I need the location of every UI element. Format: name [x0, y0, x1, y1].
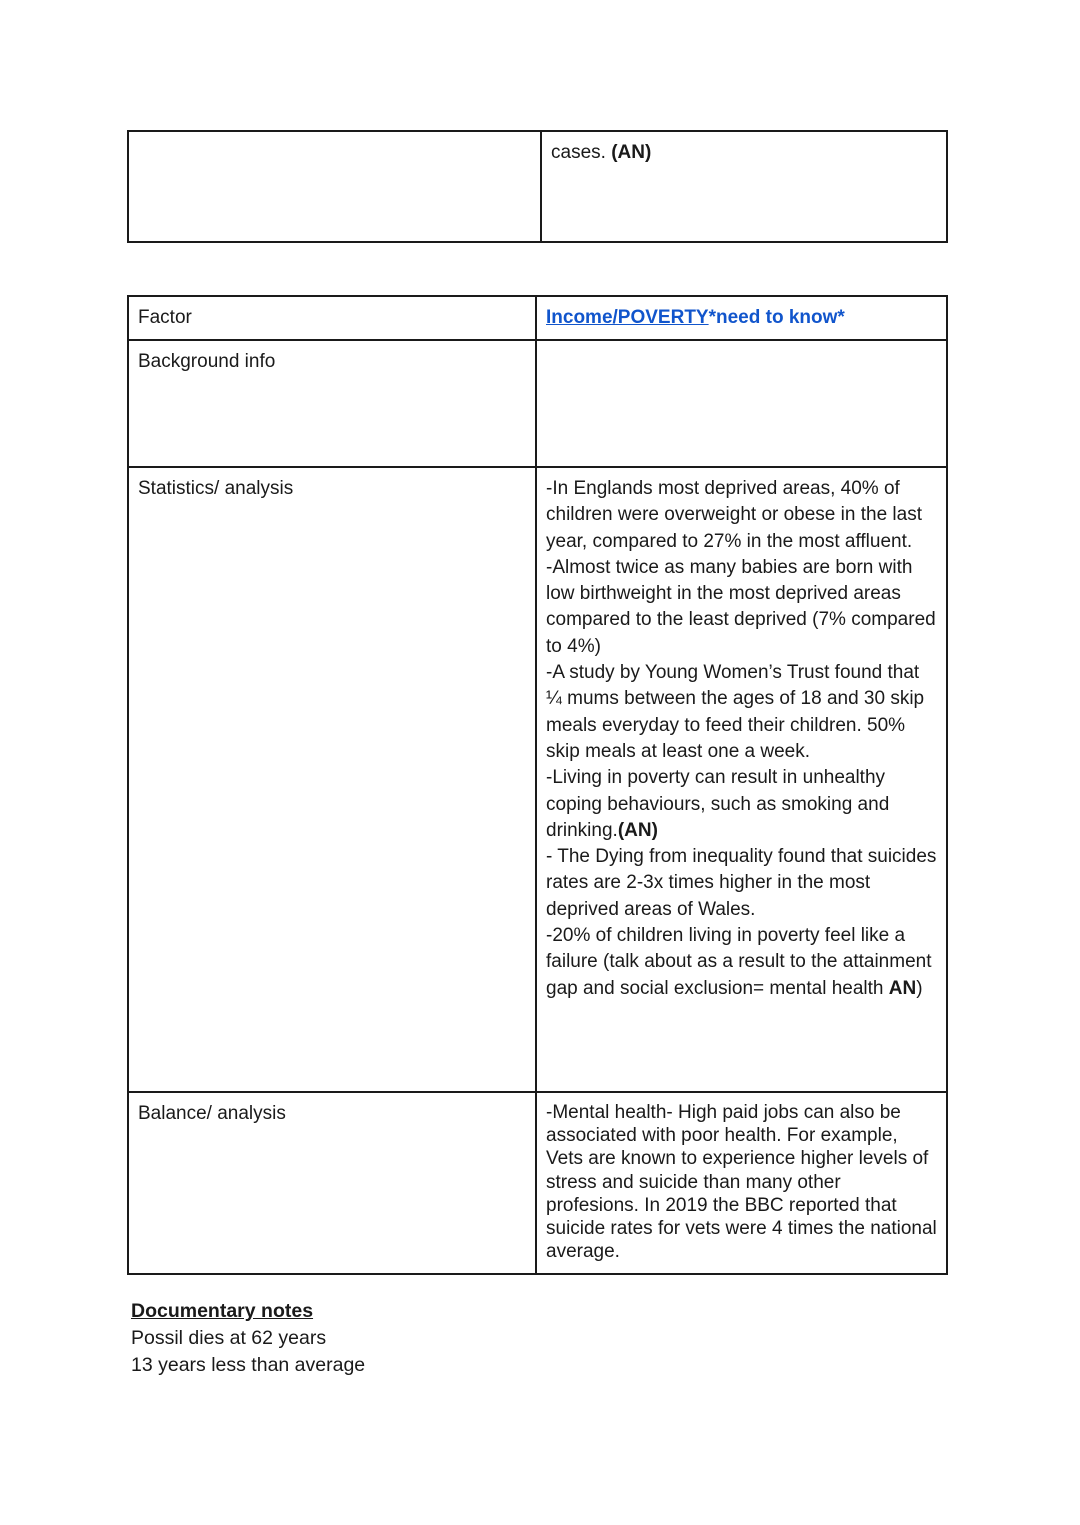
statistics-label: Statistics/ analysis — [128, 467, 536, 1092]
statistics-cell — [536, 467, 947, 1092]
notes-line: 13 years less than average — [131, 1354, 366, 1376]
notes-line: Possil dies at 62 years — [131, 1327, 327, 1349]
continued-an-tag: (AN) — [611, 142, 652, 163]
continued-table — [127, 130, 948, 243]
balance-label: Balance/ analysis — [128, 1092, 536, 1274]
balance-row — [128, 1092, 947, 1274]
documentary-notes — [131, 1298, 365, 1379]
stat-failure-an-tag: AN — [888, 977, 917, 999]
stat-failure — [546, 923, 937, 1002]
stat-skip-meals: -A study by Young Women’s Trust found that ¼ mums between the ages of 18 and 30 skip meals everyday to feed their children. 50% skip meals at least one a week. — [546, 662, 925, 762]
continued-left-cell — [128, 131, 541, 242]
continued-row — [128, 131, 947, 242]
factor-note: *need to know* — [708, 307, 845, 328]
background-label: Background info — [128, 340, 536, 467]
continued-right-cell — [541, 131, 947, 242]
factor-row — [128, 296, 947, 340]
factor-value-cell — [536, 296, 947, 340]
background-row — [128, 340, 947, 467]
stat-coping-an-tag: (AN) — [617, 819, 658, 841]
stat-coping — [546, 765, 937, 844]
stat-coping-text: -Living in poverty can result in unhealthy coping behaviours, such as smoking and drinking. — [546, 767, 890, 841]
continued-text: cases. — [551, 142, 612, 163]
background-value — [536, 340, 947, 467]
factor-label: Factor — [128, 296, 536, 340]
factor-table — [127, 295, 948, 1275]
stat-birthweight: -Almost twice as many babies are born with low birthweight in the most deprived areas compared to the least deprived (7% compared to 4%) — [546, 556, 936, 657]
stat-obesity: -In Englands most deprived areas, 40% of children were overweight or obese in the last year, compared to 27% in the most affluent. — [546, 478, 922, 552]
stat-failure-end: ) — [916, 977, 923, 999]
stat-suicide-wales: - The Dying from inequality found that suicides rates are 2-3x times higher in the most deprived areas of Wales. — [546, 846, 937, 920]
notes-heading: Documentary notes — [131, 1300, 314, 1322]
factor-link[interactable]: Income/POVERTY — [546, 307, 709, 328]
stat-failure-text: -20% of children living in poverty feel like a failure (talk about as a result to the attainment gap and social exclusion= mental health — [546, 925, 932, 999]
balance-text: -Mental health- High paid jobs can also be associated with poor health. For example, Vets are known to experience higher levels of stress and suicide than many other profesions. In 2019 the BBC reported that suicide rates for vets were 4 times the national average. — [536, 1092, 947, 1274]
statistics-row — [128, 467, 947, 1092]
